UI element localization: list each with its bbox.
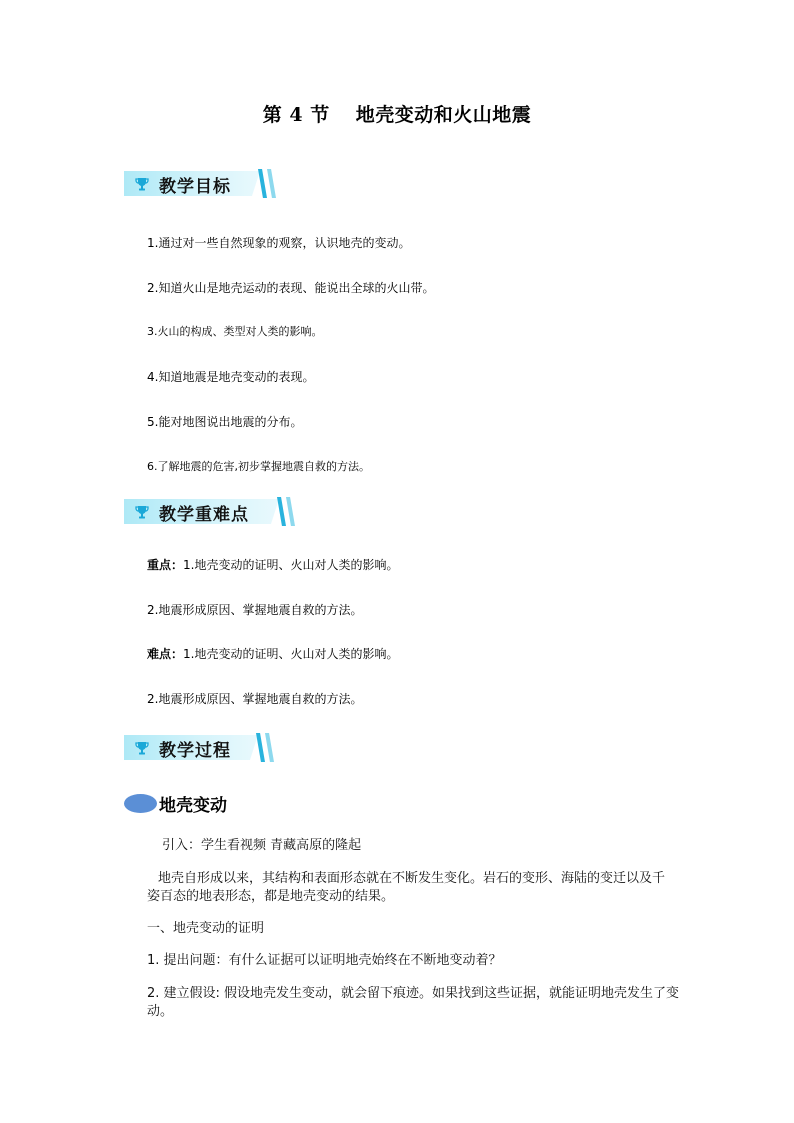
heading-proof: 一、地壳变动的证明 [147,921,265,936]
difficult-point-2: 2.地震形成原因、掌握地震自救的方法。 [147,692,363,706]
section-header-key-points [124,497,294,526]
trophy-icon [134,504,150,520]
difficult-point-1 [147,645,398,662]
goal-item: 4.知道地震是地壳变动的表现。 [147,370,315,384]
important-point-2: 2.地震形成原因、掌握地震自救的方法。 [147,603,363,617]
section-title-key-points: 教学重难点 [159,505,249,525]
section-title: 地壳变动和火山地震 [355,104,532,126]
section-title-goals: 教学目标 [159,177,231,197]
difficult-label: 难点： [147,647,184,661]
important-label: 重点： [147,558,184,572]
page-title [0,100,794,127]
goal-item: 2.知道火山是地壳运动的表现、能说出全球的火山带。 [147,281,435,295]
step-2: 2. 建立假设: 假设地壳发生变动，就会留下痕迹。如果找到这些证据，就能证明地壳发生了变动。 [147,986,680,1019]
important-text: 1.地壳变动的证明、火山对人类的影响。 [183,558,399,572]
paragraph-1: 地壳自形成以来，其结构和表面形态就在不断发生变化。岩石的变形、海陆的变迁以及千姿百态的地表形态，都是地壳变动的结果。 [147,871,666,904]
goal-item: 6.了解地震的危害,初步掌握地震自救的方法。 [147,460,370,473]
section-number: 第 4 节 [262,104,330,126]
goal-item: 1.通过对一些自然现象的观察，认识地壳的变动。 [147,236,411,250]
difficult-text: 1.地壳变动的证明、火山对人类的影响。 [183,647,399,661]
section-title-process: 教学过程 [159,741,231,761]
goal-item: 3.火山的构成、类型对人类的影响。 [147,325,323,338]
intro-line: 引入：学生看视频 青藏高原的隆起 [162,838,362,853]
section-header-process [124,733,274,762]
oval-bullet-icon [124,794,157,813]
important-point-1 [147,556,398,573]
trophy-icon [134,740,150,756]
goal-item: 5.能对地图说出地震的分布。 [147,415,303,429]
step-1: 1. 提出问题：有什么证据可以证明地壳始终在不断地变动着？ [147,953,502,968]
subheading-text: 地壳变动 [159,796,227,816]
trophy-icon [134,176,150,192]
section-header-goals [124,169,274,198]
